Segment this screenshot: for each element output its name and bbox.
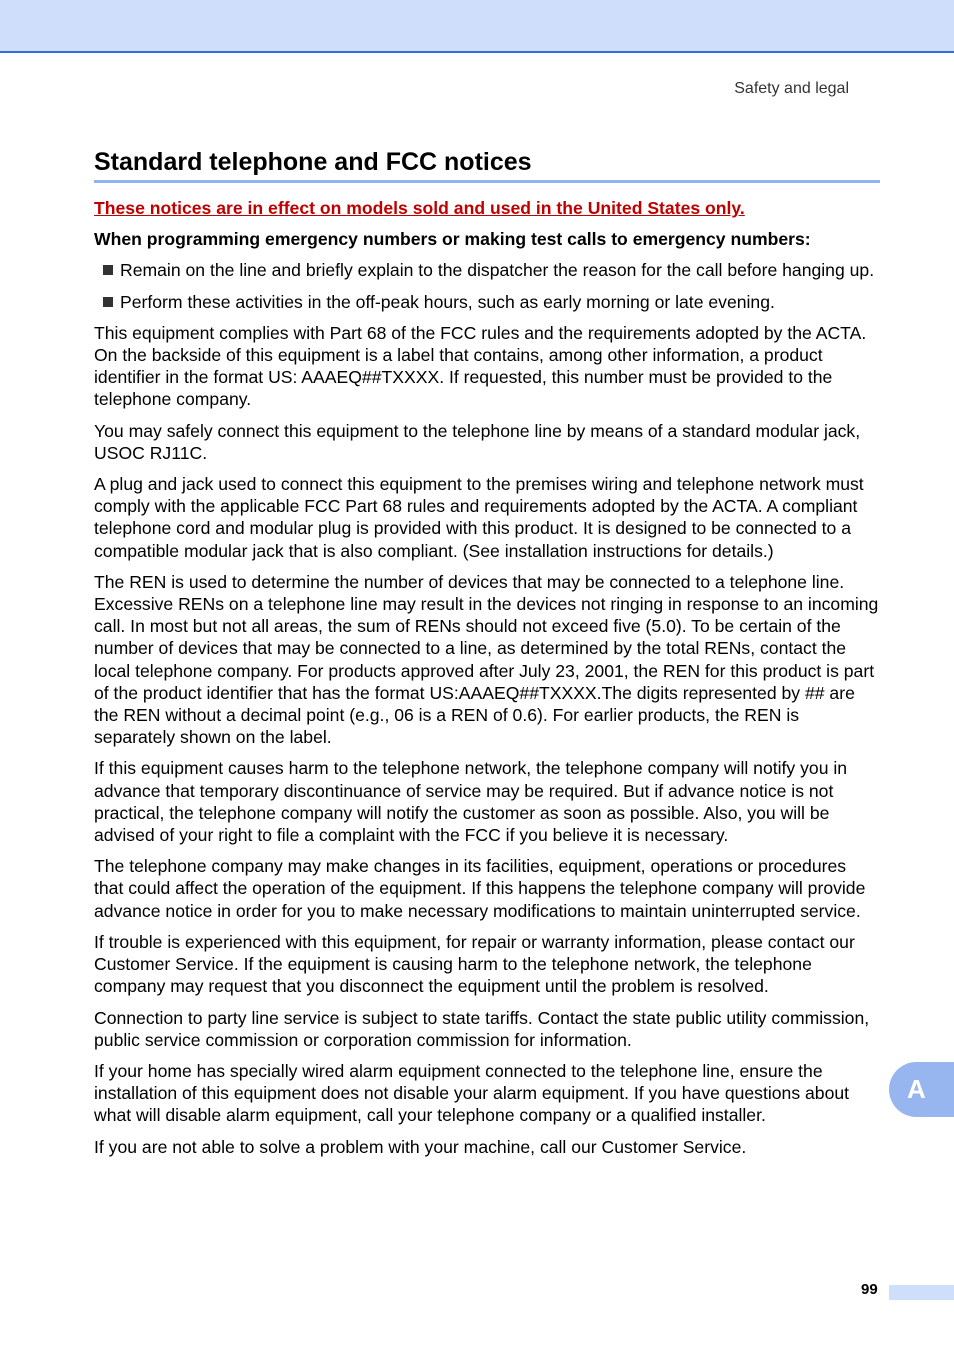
paragraph-party-line: Connection to party line service is subject to state tariffs. Contact the state public utility commission, public service commission or corporation commission for information.: [94, 1007, 870, 1050]
list-item: [94, 291, 880, 313]
bullet-square-icon: [103, 265, 113, 275]
paragraph-trouble: If trouble is experienced with this equipment, for repair or warranty information, please contact our Customer Service. If the equipment is causing harm to the telephone network, the telephone company may request that you disconnect the equipment until the problem is resolved.: [94, 931, 855, 997]
running-head: Safety and legal: [734, 80, 849, 97]
page-number: 99: [861, 1281, 878, 1298]
paragraph-ren: The REN is used to determine the number of devices that may be connected to a telephone line. Excessive RENs on a telephone line may result in the devices not ringing in response to an incoming call. In most but not all areas, the sum of RENs should not exceed five (5.0). To be certain of the number of devices that may be connected to a line, as determined by the total RENs, contact the local telephone company. For products approved after July 23, 2001, the REN for this product is part of the product identifier that has the format US:AAAEQ##TXXXX.The digits represented by ## are the REN without a decimal point (e.g., 06 is a REN of 0.6). For earlier products, the REN is separately shown on the label.: [94, 571, 879, 748]
section-body: [94, 197, 880, 1167]
appendix-side-tab: [889, 1062, 954, 1117]
paragraph-alarm: If your home has specially wired alarm equipment connected to the telephone line, ensure the installation of this equipment does not disable your alarm equipment. If you have questions about what will disable alarm equipment, call your telephone company or a qualified installer.: [94, 1060, 850, 1126]
header-band: [0, 0, 954, 53]
bullet-text: Perform these activities in the off-peak hours, such as early morning or late evening.: [120, 291, 775, 312]
list-item: [94, 259, 880, 281]
paragraph-company-changes: The telephone company may make changes in its facilities, equipment, operations or procedures that could affect the operation of the equipment. If this happens the telephone company will provide advance notice in order for you to make necessary modifications to maintain uninterrupted service.: [94, 856, 866, 921]
bullet-square-icon: [103, 297, 113, 307]
us-only-notice: These notices are in effect on models sold and used in the United States only.: [94, 198, 745, 218]
paragraph-part68: This equipment complies with Part 68 of the FCC rules and the requirements adopted by the ACTA. On the backside of this equipment is a label that contains, among other information, a product identifier in the format US: AAAEQ##TXXXX. If requested, this number must be provided to the telephone company.: [94, 322, 867, 410]
emergency-bullet-list: [94, 259, 880, 312]
paragraph-modular-jack: You may safely connect this equipment to the telephone line by means of a standard modular jack, USOC RJ11C.: [94, 420, 861, 463]
paragraph-plug-and-jack: A plug and jack used to connect this equipment to the premises wiring and telephone network must comply with the applicable FCC Part 68 rules and requirements adopted by the ACTA. A compliant telephone cord and modular plug is provided with this product. It is designed to be connected to a compatible modular jack that is also compliant. (See installation instructions for details.): [94, 474, 864, 561]
emergency-heading: When programming emergency numbers or making test calls to emergency numbers:: [94, 229, 811, 250]
paragraph-customer-service: If you are not able to solve a problem with your machine, call our Customer Service.: [94, 1136, 747, 1157]
side-tab-letter: A: [907, 1074, 926, 1104]
section-title: Standard telephone and FCC notices: [94, 146, 880, 183]
bullet-text: Remain on the line and briefly explain to the dispatcher the reason for the call before hanging up.: [120, 260, 875, 281]
footer-bar: [889, 1285, 954, 1300]
paragraph-network-harm: If this equipment causes harm to the telephone network, the telephone company will notify you in advance that temporary discontinuance of service may be required. But if advance notice is not practical, the telephone company will notify the customer as soon as possible. Also, you will be advised of your right to file a complaint with the FCC if you believe it is necessary.: [94, 758, 848, 846]
